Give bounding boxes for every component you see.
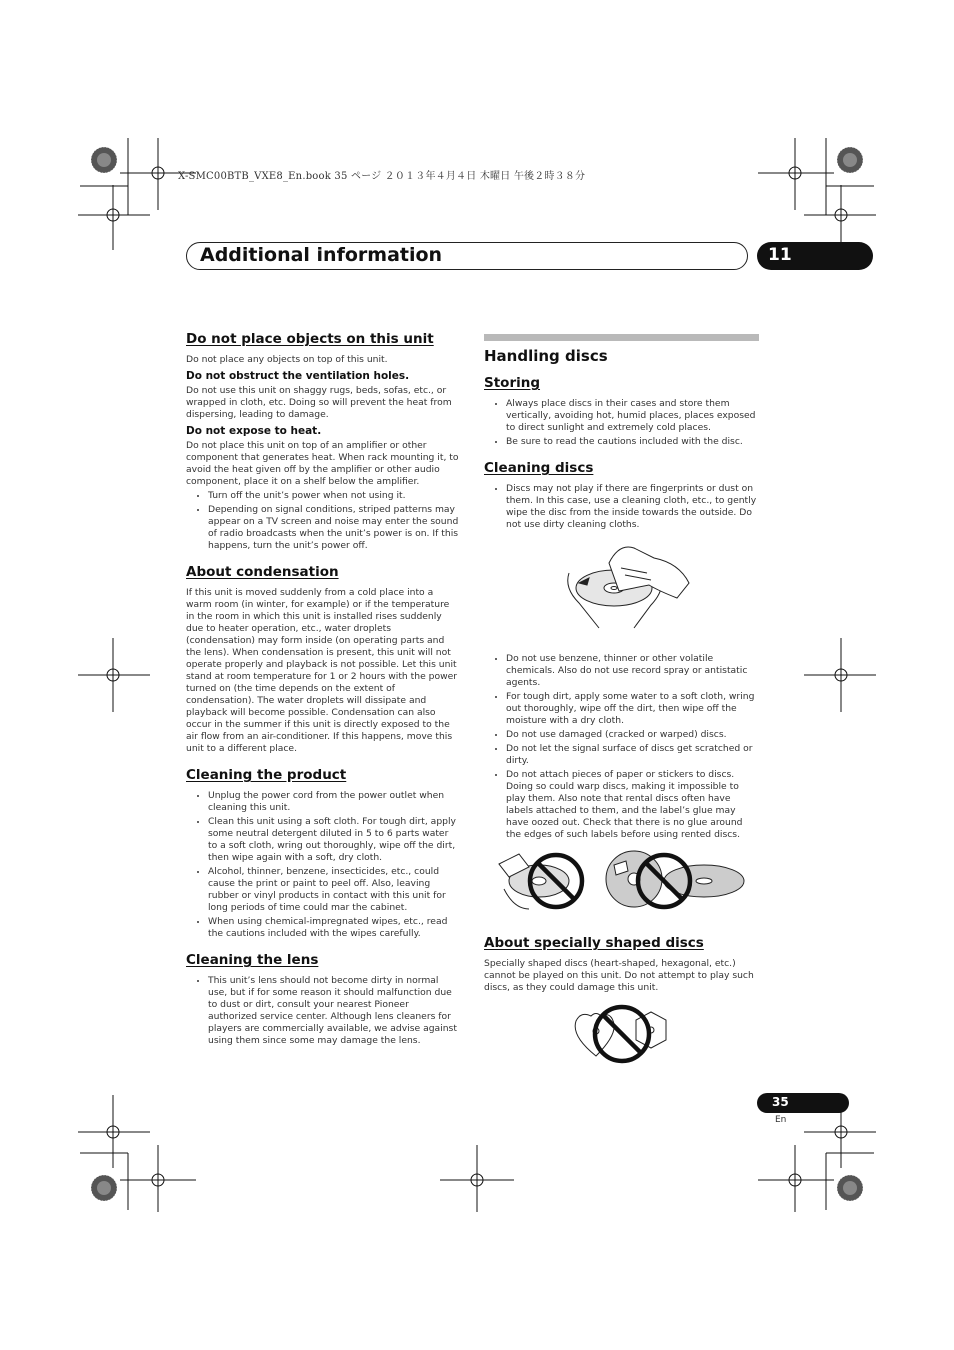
section-condensation: [186, 564, 460, 755]
heading-cleaning-lens: Cleaning the lens: [186, 952, 319, 968]
list-item: • Alcohol, thinner, benzene, insecticides, etc., could cause the print or paint to peel off. Also, leaving rubber or vinyl products in contact with this unit for long periods of time could mar the cabinet.: [208, 866, 460, 914]
heading-condensation: About condensation: [186, 564, 339, 580]
section-shaped-discs: [484, 935, 758, 1058]
section-rule: [484, 334, 759, 341]
cleaning-discs-bullets: [484, 483, 758, 531]
wipe-disc-illustration-area: [484, 533, 758, 651]
ventilation-text: Do not use this unit on shaggy rugs, beds, sofas, etc., or wrapped in cloth, etc. Doing so will prevent the heat from dispersing, leading to damage.: [186, 385, 452, 420]
page-title: Additional information: [200, 244, 443, 266]
page-number: 35: [772, 1095, 789, 1109]
list-item: • Discs may not play if there are fingerprints or dust on them. In this case, use a cleaning cloth, etc., to gently wipe the disc from the inside towards the outside. Do not use dirty cleaning cloths.: [506, 483, 758, 531]
list-item: • Always place discs in their cases and store them vertically, avoiding hot, humid places, places exposed to direct sunlight and extremely cold places.: [506, 398, 758, 434]
print-info: X-SMC00BTB_VXE8_En.book 35 ページ ２０１３年４月４日 木曜日 午後２時３８分: [178, 171, 586, 182]
list-item: • Do not use benzene, thinner or other volatile chemicals. Also do not use record spray or antistatic agents.: [506, 653, 758, 689]
list-item: • Depending on signal conditions, striped patterns may appear on a TV screen and noise may enter the sound of radio broadcasts when the unit’s power is on. If this happens, turn the unit’s power off.: [208, 504, 460, 552]
heat-text: Do not place this unit on top of an amplifier or other component that generates heat. When rack mounting it, to avoid the heat given off by the amplifier or other audio component, place it on a shelf below the amplifier.: [186, 440, 459, 487]
page-number-badge: [757, 1093, 849, 1113]
page-language: En: [775, 1115, 787, 1125]
cleaning-lens-bullets: [186, 975, 460, 1047]
prohibited-discs-area: [484, 843, 758, 923]
list-item: • Be sure to read the cautions included with the disc.: [506, 436, 758, 448]
list-item: • Turn off the unit’s power when not using it.: [208, 490, 460, 502]
heading-shaped-discs: About specially shaped discs: [484, 935, 704, 951]
heading-objects: Do not place objects on this unit: [186, 331, 434, 347]
shaped-discs-text: Specially shaped discs (heart-shaped, hexagonal, etc.) cannot be played on this unit. Do not attempt to play such discs, as they could damage this unit.: [484, 958, 754, 993]
shaped-discs-illustration-area: [484, 994, 758, 1058]
heading-cleaning-product: Cleaning the product: [186, 767, 347, 783]
shaped-disc-illustration: [566, 1006, 686, 1068]
chapter-number: 11: [768, 245, 792, 265]
section-cleaning-lens: [186, 952, 460, 1047]
list-item: • Clean this unit using a soft cloth. For tough dirt, apply some neutral detergent diluted in 5 to 6 parts water to a soft cloth, wring out thoroughly, wipe off the dirt, then wipe again with a soft, dry cloth.: [208, 816, 460, 864]
left-column: [186, 331, 460, 1059]
right-column: [484, 334, 758, 1070]
condensation-text: If this unit is moved suddenly from a cold place into a warm room (in winter, for example) or if the temperature in the room in which this unit is installed rises suddenly due to heater operation, etc., water droplets (condensation) may form inside (on operating parts and the lens). When condensation is present, this unit will not operate properly and playback is not possible. Let this unit stand at room temperature for 1 or 2 hours with the power turned on (the time depends on the extent of condensation). The water droplets will dissipate and playback will become possible. Condensation can also occur in the summer if this unit is directly exposed to the air flow from an air-conditioner. If this happens, move this unit to a different place.: [186, 587, 458, 754]
list-item: • Do not let the signal surface of discs get scratched or dirty.: [506, 743, 758, 767]
list-item: • When using chemical-impregnated wipes, etc., read the cautions included with the wipes carefully.: [208, 916, 460, 940]
section-cleaning-product: [186, 767, 460, 940]
storing-bullets: [484, 398, 758, 448]
list-item: • Do not use damaged (cracked or warped) discs.: [506, 729, 758, 741]
heat-bullets: [186, 490, 460, 552]
list-item: • Do not attach pieces of paper or stickers to discs. Doing so could warp discs, making it impossible to play them. Also note that rental discs often have labels attached to them, and the label’s glue may have oozed out. Check that there is no glue around the edges of such labels before using rented discs.: [506, 769, 758, 841]
wipe-disc-illustration: [559, 543, 699, 633]
list-item: • This unit’s lens should not become dirty in normal use, but if for some reason it should malfunction due to dust or dirt, consult your nearest Pioneer authorized service center. Although lens cleaners for players are commercially available, we advise against using them since some may damage the lens.: [208, 975, 460, 1047]
prohibited-disc-illustration: [494, 849, 754, 919]
objects-text: Do not place any objects on top of this unit.: [186, 354, 388, 365]
section-cleaning-discs: [484, 460, 758, 923]
section-objects: [186, 331, 460, 552]
section-storing: [484, 375, 758, 448]
subheading-heat: Do not expose to heat.: [186, 425, 322, 437]
list-item: • Unplug the power cord from the power outlet when cleaning this unit.: [208, 790, 460, 814]
list-item: • For tough dirt, apply some water to a soft cloth, wring out thoroughly, wipe off the dirt, then wipe off the moisture with a dry cloth.: [506, 691, 758, 727]
cleaning-product-bullets: [186, 790, 460, 940]
heading-cleaning-discs: Cleaning discs: [484, 460, 594, 476]
cleaning-discs-cautions: [484, 653, 758, 841]
subheading-ventilation: Do not obstruct the ventilation holes.: [186, 370, 410, 382]
heading-handling-discs: Handling discs: [484, 347, 608, 365]
heading-storing: Storing: [484, 375, 541, 391]
